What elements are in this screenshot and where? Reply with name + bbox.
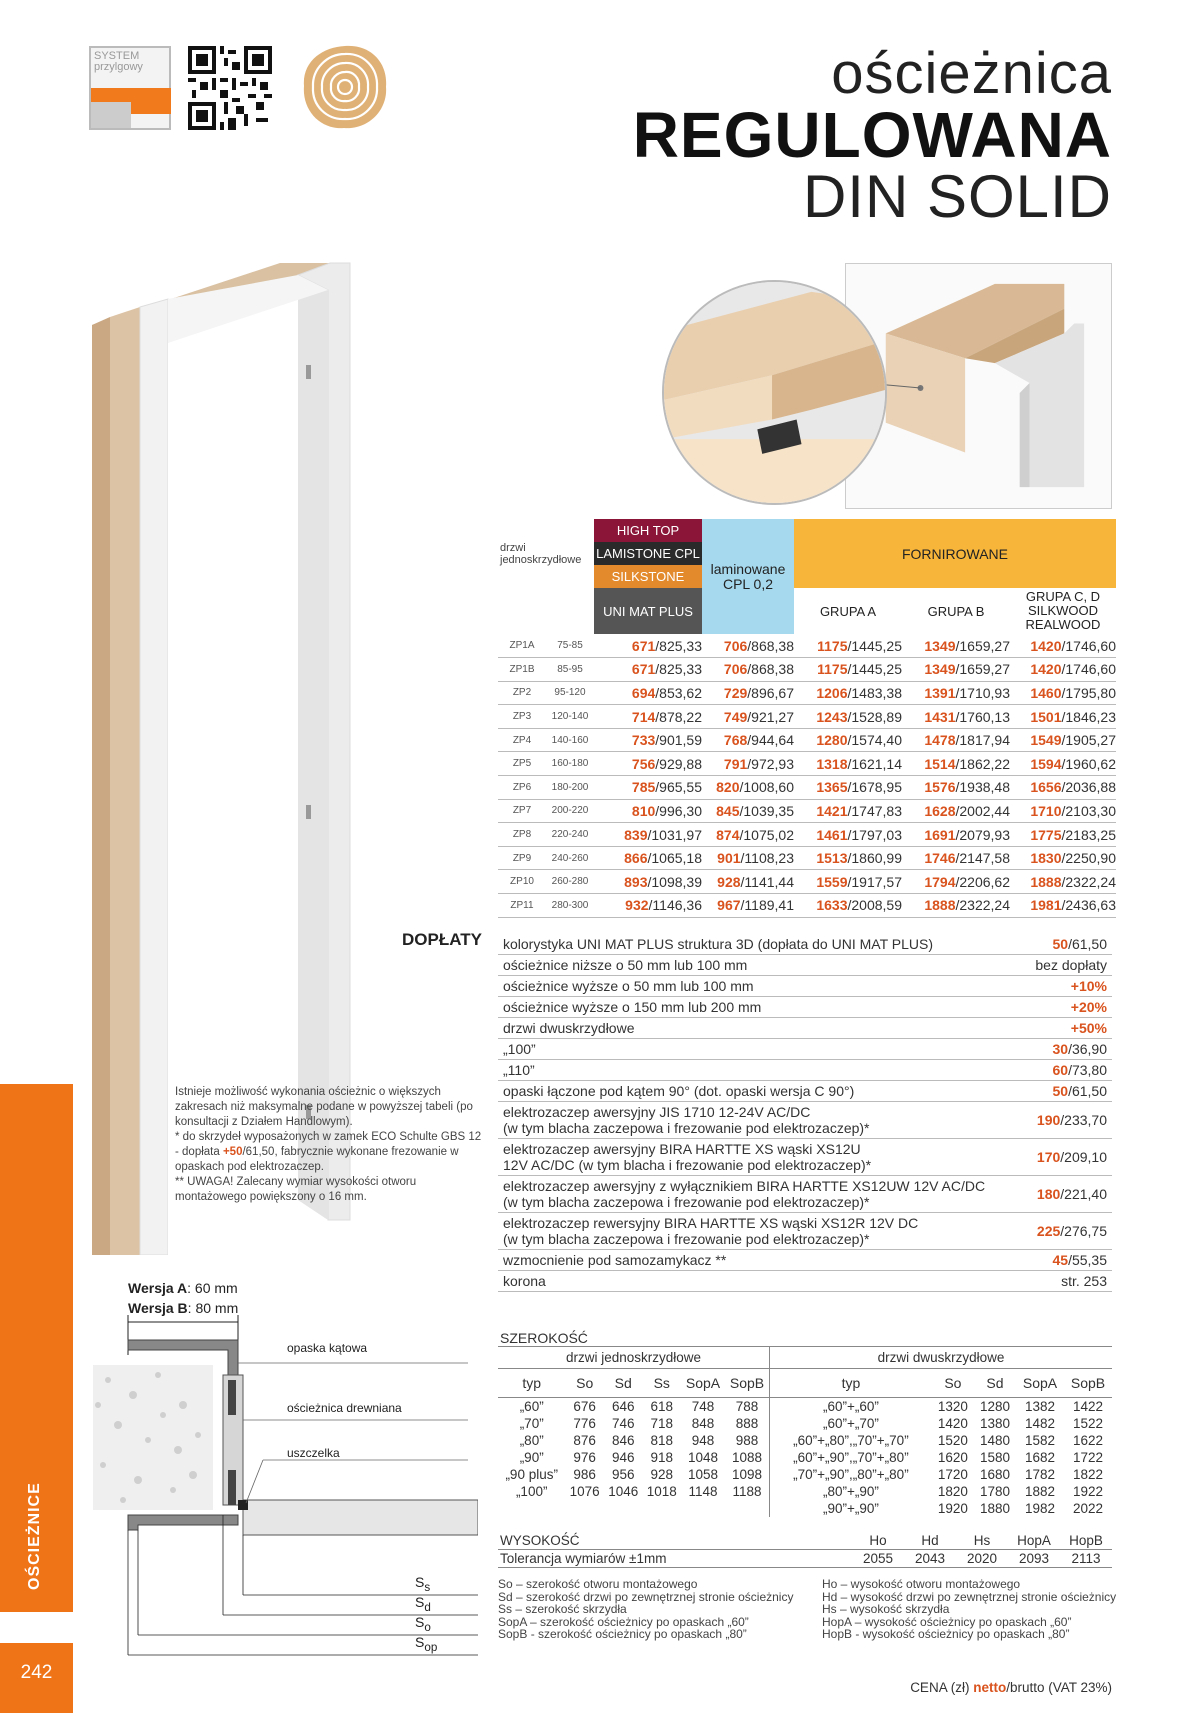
price-row <box>498 870 1116 894</box>
row-code: ZP6 <box>498 776 546 800</box>
width-header: Ss <box>643 1369 682 1397</box>
price-cell: 785/965,55 <box>594 776 702 800</box>
extra-text: ościeżnice wyższe o 50 mm lub 100 mm <box>503 978 754 994</box>
extra-value: 180/221,40 <box>1036 1186 1107 1202</box>
height-header: HopA <box>1017 1533 1051 1548</box>
width-cell: 1482 <box>1024 1415 1056 1431</box>
table-row <box>498 1415 769 1432</box>
price-cell: 1421/1747,83 <box>794 799 902 823</box>
row-range: 280-300 <box>546 894 594 918</box>
label-oscieznica: ościeżnica drewniana <box>287 1401 402 1415</box>
height-value: 2043 <box>914 1551 946 1566</box>
page-number: 242 <box>20 1662 53 1683</box>
width-cell: 888 <box>735 1415 759 1431</box>
extra-item <box>498 1139 1112 1176</box>
price-cell: 1420/1746,60 <box>1010 634 1116 658</box>
price-row <box>498 752 1116 776</box>
price-cell: 1461/1797,03 <box>794 823 902 847</box>
extra-value: +20% <box>1070 999 1107 1015</box>
width-header: typ <box>498 1369 565 1397</box>
width-cell: 948 <box>691 1432 715 1448</box>
width-cell: 1782 <box>1024 1466 1056 1482</box>
height-table <box>498 1532 1112 1568</box>
extra-value: 170/209,10 <box>1036 1149 1107 1165</box>
width-header: SopA <box>1016 1369 1064 1397</box>
title-line-3: DIN SOLID <box>802 163 1112 230</box>
width-header: SopB <box>1064 1369 1112 1397</box>
width-header: Sd <box>604 1369 643 1397</box>
width-cell: 1076 <box>569 1483 600 1499</box>
price-cell: 1830/2250,90 <box>1010 846 1116 870</box>
row-range: 95-120 <box>546 681 594 705</box>
row-code: ZP11 <box>498 894 546 918</box>
height-value: 2020 <box>966 1551 998 1566</box>
extra-value: 190/233,70 <box>1036 1112 1107 1128</box>
row-range: 160-180 <box>546 752 594 776</box>
price-cell: 694/853,62 <box>594 681 702 705</box>
price-cell: 1513/1860,99 <box>794 846 902 870</box>
price-row <box>498 776 1116 800</box>
price-cell: 1710/2103,30 <box>1010 799 1116 823</box>
width-table <box>498 1330 1112 1517</box>
extra-item <box>498 1102 1112 1139</box>
row-range: 260-280 <box>546 870 594 894</box>
price-row <box>498 728 1116 752</box>
extra-item <box>498 997 1112 1018</box>
wersja-a: Wersja A: 60 mm <box>128 1280 238 1296</box>
price-cell: 671/825,33 <box>594 658 702 682</box>
width-cell: „90”+„90” <box>822 1500 879 1516</box>
width-cell: 788 <box>735 1398 759 1414</box>
price-cell: 967/1189,41 <box>702 894 794 918</box>
table-row <box>498 1432 769 1449</box>
price-cell: 1594/1960,62 <box>1010 752 1116 776</box>
width-cell: 1018 <box>646 1483 677 1499</box>
price-cell: 893/1098,39 <box>594 870 702 894</box>
width-cell: 918 <box>650 1449 674 1465</box>
width-cell: 848 <box>691 1415 715 1431</box>
extra-text: opaski łączone pod kątem 90° (dot. opaski wersja C 90°) <box>503 1083 855 1099</box>
row-code: ZP7 <box>498 799 546 823</box>
row-header-label: drzwi jednoskrzydłowe <box>500 541 582 566</box>
extra-text: ościeżnice niższe o 50 mm lub 100 mm <box>503 957 748 973</box>
price-cell: 1349/1659,27 <box>902 658 1010 682</box>
price-cell: 1746/2147,58 <box>902 846 1010 870</box>
width-cell: 1098 <box>731 1466 763 1482</box>
width-cell: 1088 <box>731 1449 763 1465</box>
width-cell: „80”+„90” <box>822 1483 879 1499</box>
label-opaska: opaska kątowa <box>287 1341 368 1355</box>
row-code: ZP1B <box>498 658 546 682</box>
price-cell: 1206/1483,38 <box>794 681 902 705</box>
label-uszczelka: uszczelka <box>287 1446 340 1460</box>
extra-value: 60/73,80 <box>1052 1062 1107 1078</box>
extra-text: korona <box>503 1273 546 1289</box>
price-cell: 791/972,93 <box>702 752 794 776</box>
width-cell: „90 plus” <box>505 1466 558 1482</box>
width-cell: 946 <box>611 1449 635 1465</box>
width-cell: 1622 <box>1072 1432 1104 1448</box>
extra-value: 225/276,75 <box>1036 1223 1107 1239</box>
row-range: 180-200 <box>546 776 594 800</box>
height-header: Hd <box>921 1533 939 1548</box>
extra-text: elektrozaczep awersyjny JIS 1710 12-24V AC/DC (w tym blacha zaczepowa i frezowanie pod elektrozaczep)* <box>503 1104 870 1136</box>
price-cell: 845/1039,35 <box>702 799 794 823</box>
height-value: 2093 <box>1018 1551 1050 1566</box>
row-code: ZP2 <box>498 681 546 705</box>
row-range: 75-85 <box>546 634 594 658</box>
extras-list <box>498 934 1112 1292</box>
extra-value: +10% <box>1070 978 1107 994</box>
extra-value: +50% <box>1070 1020 1107 1036</box>
tolerance-label: Tolerancja wymiarów ±1mm <box>500 1551 667 1566</box>
width-cell: 1480 <box>979 1432 1010 1448</box>
section-label: OŚCIEŻNICE <box>26 1482 43 1590</box>
note-text: Istnieje możliwość wykonania ościeżnic o większych zakresach niż maksymalne podane w powyższej tabeli (po konsultacji z Działem Handlowym). * do skrzydeł wyposażonych w zamek ECO Schulte GBS 12 - dopłata +50/61,50, fabrycznie wykonane frezowanie w opaskach pod elektrozaczep. ** UWAGA! Zalecany wymiar wysokości otworu montażowego powiększony o 16 mm. <box>175 1086 482 1203</box>
price-cell: 1175/1445,25 <box>794 634 902 658</box>
width-cell: 1680 <box>979 1466 1010 1482</box>
table-row <box>498 1483 769 1500</box>
width-cell: 1420 <box>937 1415 968 1431</box>
width-cell: 1922 <box>1072 1483 1104 1499</box>
price-cell: 671/825,33 <box>594 634 702 658</box>
single-width-table <box>498 1369 769 1500</box>
system-label: SYSTEM przylgowy <box>94 50 143 73</box>
extra-text: „110” <box>503 1062 535 1078</box>
price-cell: 810/996,30 <box>594 799 702 823</box>
table-row <box>770 1466 1112 1483</box>
price-cell: 1243/1528,89 <box>794 705 902 729</box>
width-cell: 1880 <box>979 1500 1010 1516</box>
extra-value: 45/55,35 <box>1052 1252 1107 1268</box>
price-cell: 866/1065,18 <box>594 846 702 870</box>
width-cell: 1822 <box>1072 1466 1104 1482</box>
width-header: So <box>932 1369 974 1397</box>
price-cell: 729/896,67 <box>702 681 794 705</box>
table-row <box>498 1449 769 1466</box>
width-cell: 818 <box>650 1432 674 1448</box>
price-cell: 928/1141,44 <box>702 870 794 894</box>
double-door-label: drzwi dwuskrzydłowe <box>770 1347 1112 1369</box>
price-cell: 714/878,22 <box>594 705 702 729</box>
width-cell: 1620 <box>937 1449 968 1465</box>
band-high-top: HIGH TOP <box>594 519 702 542</box>
single-door-label: drzwi jednoskrzydłowe <box>498 1347 769 1369</box>
width-header: SopA <box>681 1369 725 1397</box>
wersja-b: Wersja B: 80 mm <box>128 1300 239 1316</box>
price-cell: 1280/1574,40 <box>794 728 902 752</box>
width-cell: 2022 <box>1072 1500 1104 1516</box>
width-cell: „60”+„70” <box>822 1415 879 1431</box>
extra-text: kolorystyka UNI MAT PLUS struktura 3D (dopłata do UNI MAT PLUS) <box>503 936 933 952</box>
price-cell: 1318/1621,14 <box>794 752 902 776</box>
width-cell: „70”+„90”,„80”+„80” <box>793 1466 909 1482</box>
row-range: 85-95 <box>546 658 594 682</box>
row-range: 140-160 <box>546 728 594 752</box>
row-code: ZP9 <box>498 846 546 870</box>
price-cell: 932/1146,36 <box>594 894 702 918</box>
price-cell: 1775/2183,25 <box>1010 823 1116 847</box>
price-cell: 706/868,38 <box>702 634 794 658</box>
width-cell: 718 <box>650 1415 674 1431</box>
group-a-header: GRUPA A <box>819 603 877 619</box>
legend-height: Ho – wysokość otworu montażowego Hd – wysokość drzwi po zewnętrznej stronie ościeżnicy Hs – wysokość skrzydła HopA – wysokość ościeżnicy po opaskach „60” HopB - wysokość ościeżnicy po opaskach „80” <box>822 1577 1117 1641</box>
extra-text: elektrozaczep awersyjny z wyłącznikiem BIRA HARTTE XS12UW 12V AC/DC (w tym blacha zaczepowa i frezowanie pod elektrozaczep)* <box>503 1178 986 1210</box>
qr-code-icon[interactable] <box>188 46 272 130</box>
width-cell: „60”+„80”,„70”+„70” <box>793 1432 909 1448</box>
price-cell: 1349/1659,27 <box>902 634 1010 658</box>
system-przylgowy-icon <box>89 46 171 130</box>
width-cell: 1882 <box>1024 1483 1056 1499</box>
extra-text: elektrozaczep rewersyjny BIRA HARTTE XS wąski XS12R 12V DC (w tym blacha zaczepowa i frezowanie pod elektrozaczep)* <box>503 1215 919 1247</box>
extra-item <box>498 1271 1112 1292</box>
price-row <box>498 894 1116 918</box>
table-row <box>770 1432 1112 1449</box>
width-title: SZEROKOŚĆ <box>498 1330 1112 1347</box>
row-code: ZP5 <box>498 752 546 776</box>
row-code: ZP8 <box>498 823 546 847</box>
extra-item <box>498 1250 1112 1271</box>
width-cell: 1820 <box>937 1483 968 1499</box>
price-cell: 1175/1445,25 <box>794 658 902 682</box>
width-cell: 1422 <box>1072 1398 1104 1414</box>
price-cell: 1981/2436,63 <box>1010 894 1116 918</box>
doplaty-heading: DOPŁATY <box>402 930 482 949</box>
title-line-2: REGULOWANA <box>632 99 1112 171</box>
width-cell: 748 <box>691 1398 715 1414</box>
price-cell: 1576/1938,48 <box>902 776 1010 800</box>
width-cell: „90” <box>519 1449 544 1465</box>
width-cell: „70” <box>519 1415 544 1431</box>
price-cell: 1478/1817,94 <box>902 728 1010 752</box>
title-line-1: ościeżnica <box>831 41 1112 106</box>
width-header: SopB <box>725 1369 769 1397</box>
price-cell: 756/929,88 <box>594 752 702 776</box>
extra-item <box>498 1213 1112 1250</box>
band-silkstone: SILKSTONE <box>594 565 702 588</box>
legend-width: So – szerokość otworu montażowego Sd – szerokość drzwi po zewnętrznej stronie ościeżnicy Ss – szerokość skrzydła SopA – szerokość ościeżnicy po opaskach „60” SopB - szerokość ościeżnicy po opaskach „80” <box>498 1577 794 1641</box>
price-cell: 1514/1862,22 <box>902 752 1010 776</box>
price-cell: 1460/1795,80 <box>1010 681 1116 705</box>
width-cell: 1188 <box>732 1483 762 1499</box>
width-cell: „80” <box>519 1432 544 1448</box>
width-cell: 1046 <box>608 1483 639 1499</box>
extra-item <box>498 1018 1112 1039</box>
extra-text: wzmocnienie pod samozamykacz ** <box>503 1252 727 1268</box>
dim-so: $S_o$ <box>415 1614 431 1634</box>
width-cell: 1580 <box>979 1449 1010 1465</box>
frame-profile-closeup <box>662 280 887 505</box>
extra-value: bez dopłaty <box>1035 957 1107 973</box>
extra-item <box>498 1060 1112 1081</box>
width-cell: 956 <box>611 1466 635 1482</box>
width-header: typ <box>770 1369 932 1397</box>
price-table <box>498 519 1116 918</box>
width-cell: 1522 <box>1072 1415 1104 1431</box>
extra-item <box>498 1081 1112 1102</box>
row-range: 220-240 <box>546 823 594 847</box>
width-cell: 1380 <box>979 1415 1010 1431</box>
row-code: ZP10 <box>498 870 546 894</box>
width-cell: 1780 <box>979 1483 1010 1499</box>
table-row <box>770 1483 1112 1500</box>
width-cell: 1582 <box>1024 1432 1056 1448</box>
price-cell: 1691/2079,93 <box>902 823 1010 847</box>
width-cell: 618 <box>650 1398 674 1414</box>
extra-text: elektrozaczep awersyjny BIRA HARTTE XS wąski XS12U 12V AC/DC (w tym blacha i frezowanie pod elektrozaczep)* <box>503 1141 872 1173</box>
group-b-header: GRUPA B <box>927 603 985 619</box>
width-header: Sd <box>974 1369 1016 1397</box>
extra-value: 50/61,50 <box>1052 1083 1107 1099</box>
laminowane-header: laminowane CPL 0,2 <box>702 519 794 634</box>
height-value: 2113 <box>1071 1551 1101 1566</box>
width-cell: 1722 <box>1072 1449 1104 1465</box>
price-cell: 874/1075,02 <box>702 823 794 847</box>
height-header: Hs <box>973 1533 991 1548</box>
width-cell: 976 <box>573 1449 596 1465</box>
width-cell: „60”+„90”,„70”+„80” <box>793 1449 909 1465</box>
price-row <box>498 705 1116 729</box>
price-cell: 1365/1678,95 <box>794 776 902 800</box>
table-row <box>498 1466 769 1483</box>
height-header: Ho <box>869 1533 887 1548</box>
price-cell: 1420/1746,60 <box>1010 658 1116 682</box>
price-cell: 1888/2322,24 <box>1010 870 1116 894</box>
width-cell: 776 <box>573 1415 596 1431</box>
price-cell: 1431/1760,13 <box>902 705 1010 729</box>
price-cell: 1501/1846,23 <box>1010 705 1116 729</box>
width-cell: 646 <box>611 1398 635 1414</box>
table-row <box>770 1449 1112 1466</box>
price-cell: 1628/2002,44 <box>902 799 1010 823</box>
extra-item <box>498 1176 1112 1213</box>
group-cd-header: GRUPA C, D SILKWOOD REALWOOD <box>1025 589 1101 632</box>
width-cell: 988 <box>735 1432 759 1448</box>
extra-item <box>498 934 1112 955</box>
price-cell: 1549/1905,27 <box>1010 728 1116 752</box>
extra-text: „100” <box>503 1041 536 1057</box>
width-cell: 1048 <box>688 1449 719 1465</box>
dim-ss: $S_s$ <box>415 1574 431 1594</box>
price-row <box>498 823 1116 847</box>
extra-item <box>498 955 1112 976</box>
row-range: 240-260 <box>546 846 594 870</box>
wood-rings-icon <box>300 42 390 132</box>
price-row <box>498 846 1116 870</box>
price-cell: 839/1031,97 <box>594 823 702 847</box>
width-cell: 1520 <box>937 1432 968 1448</box>
row-code: ZP3 <box>498 705 546 729</box>
table-row <box>770 1500 1112 1517</box>
extra-text: drzwi dwuskrzydłowe <box>503 1020 635 1036</box>
fornirowane-header: FORNIROWANE <box>794 519 1116 588</box>
width-cell: 1148 <box>688 1483 718 1499</box>
width-cell: „60” <box>519 1398 544 1414</box>
extra-item <box>498 976 1112 997</box>
width-cell: 676 <box>573 1398 596 1414</box>
dim-sd: $S_d$ <box>415 1594 431 1614</box>
width-cell: 1682 <box>1024 1449 1056 1465</box>
width-cell: 746 <box>611 1415 635 1431</box>
height-header: HopB <box>1069 1533 1103 1548</box>
price-cell: 1888/2322,24 <box>902 894 1010 918</box>
table-row <box>498 1397 769 1415</box>
extra-value: 30/36,90 <box>1052 1041 1107 1057</box>
width-header: So <box>565 1369 604 1397</box>
width-cell: 986 <box>573 1466 596 1482</box>
price-row <box>498 658 1116 682</box>
dim-sop: $S_{op}$ <box>415 1634 438 1654</box>
price-cell: 1656/2036,88 <box>1010 776 1116 800</box>
price-row <box>498 681 1116 705</box>
price-note: CENA (zł) netto/brutto (VAT 23%) <box>910 1680 1112 1695</box>
price-cell: 706/868,38 <box>702 658 794 682</box>
width-cell: 1982 <box>1024 1500 1056 1516</box>
extra-value: 50/61,50 <box>1052 936 1107 952</box>
row-code: ZP1A <box>498 634 546 658</box>
width-cell: 1280 <box>979 1398 1010 1414</box>
band-lamistone: LAMISTONE CPL <box>594 542 702 565</box>
band-uni-mat-plus: UNI MAT PLUS <box>594 588 702 634</box>
width-cell: 1720 <box>937 1466 968 1482</box>
width-cell: 928 <box>650 1466 674 1482</box>
double-width-table <box>770 1369 1112 1517</box>
height-value: 2055 <box>862 1551 894 1566</box>
price-cell: 901/1108,23 <box>702 846 794 870</box>
width-cell: „60”+„60” <box>822 1398 879 1414</box>
price-cell: 1559/1917,57 <box>794 870 902 894</box>
table-row <box>770 1397 1112 1415</box>
extra-item <box>498 1039 1112 1060</box>
price-cell: 749/921,27 <box>702 705 794 729</box>
row-code: ZP4 <box>498 728 546 752</box>
table-row <box>770 1415 1112 1432</box>
width-cell: 876 <box>573 1432 596 1448</box>
row-range: 120-140 <box>546 705 594 729</box>
height-title: WYSOKOŚĆ <box>500 1533 580 1548</box>
width-cell: „100” <box>515 1483 548 1499</box>
price-cell: 820/1008,60 <box>702 776 794 800</box>
width-cell: 1320 <box>937 1398 968 1414</box>
price-row <box>498 634 1116 658</box>
width-cell: 846 <box>611 1432 635 1448</box>
price-cell: 1633/2008,59 <box>794 894 902 918</box>
width-cell: 1382 <box>1024 1398 1056 1414</box>
price-row <box>498 799 1116 823</box>
extra-text: ościeżnice wyższe o 150 mm lub 200 mm <box>503 999 762 1015</box>
row-range: 200-220 <box>546 799 594 823</box>
extra-value: str. 253 <box>1061 1273 1107 1289</box>
price-cell: 768/944,64 <box>702 728 794 752</box>
price-cell: 1794/2206,62 <box>902 870 1010 894</box>
width-cell: 1058 <box>688 1466 719 1482</box>
price-cell: 1391/1710,93 <box>902 681 1010 705</box>
width-cell: 1920 <box>937 1500 968 1516</box>
price-cell: 733/901,59 <box>594 728 702 752</box>
